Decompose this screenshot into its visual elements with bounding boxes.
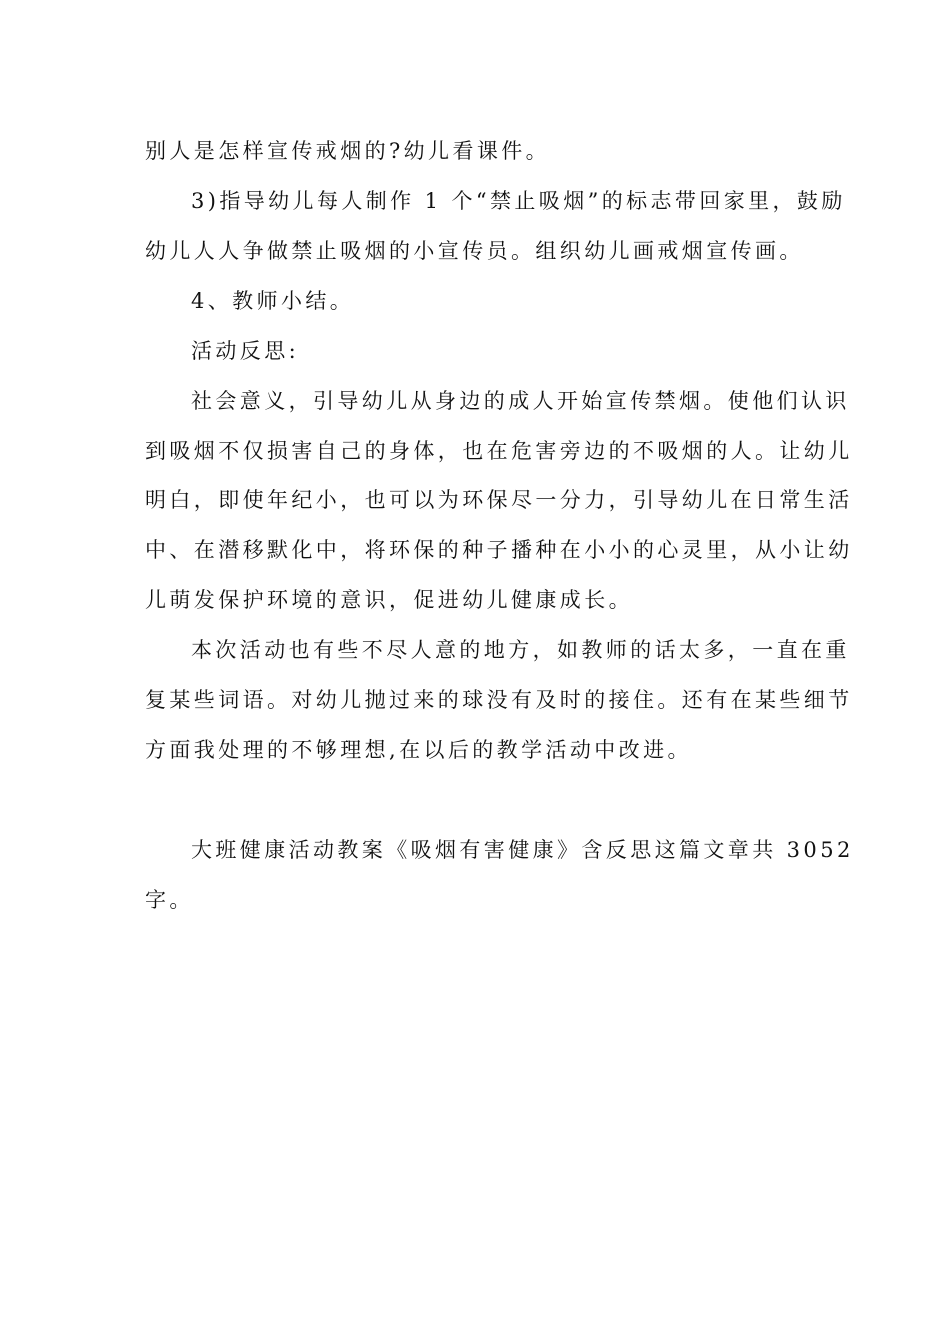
text-line: 本次活动也有些不尽人意的地方，如教师的话太多，一直在重 [191, 638, 850, 662]
footer-note: 大班健康活动教案《吸烟有害健康》含反思这篇文章共 3052 [191, 838, 854, 862]
text-line: 儿萌发保护环境的意识，促进幼儿健康成长。 [145, 588, 633, 612]
footer-note: 字。 [145, 888, 194, 912]
text-line: 方面我处理的不够理想,在以后的教学活动中改进。 [145, 738, 692, 762]
text-line: 复某些词语。对幼儿抛过来的球没有及时的接住。还有在某些细节 [145, 688, 853, 712]
text-line: 3)指导幼儿每人制作 1 个“禁止吸烟”的标志带回家里，鼓励 [191, 189, 846, 213]
section-heading: 活动反思: [191, 339, 300, 363]
text-line: 明白，即使年纪小，也可以为环保尽一分力，引导幼儿在日常生活 [145, 488, 853, 512]
text-line: 中、在潜移默化中，将环保的种子播种在小小的心灵里，从小让幼 [145, 538, 853, 562]
text-line: 别人是怎样宣传戒烟的?幼儿看课件。 [145, 139, 551, 163]
text-line: 社会意义，引导幼儿从身边的成人开始宣传禁烟。使他们认识 [191, 389, 850, 413]
text-line: 到吸烟不仅损害自己的身体，也在危害旁边的不吸烟的人。让幼儿 [145, 439, 853, 463]
text-line: 幼儿人人争做禁止吸烟的小宣传员。组织幼儿画戒烟宣传画。 [145, 239, 804, 263]
section-heading: 4、教师小结。 [191, 289, 355, 313]
